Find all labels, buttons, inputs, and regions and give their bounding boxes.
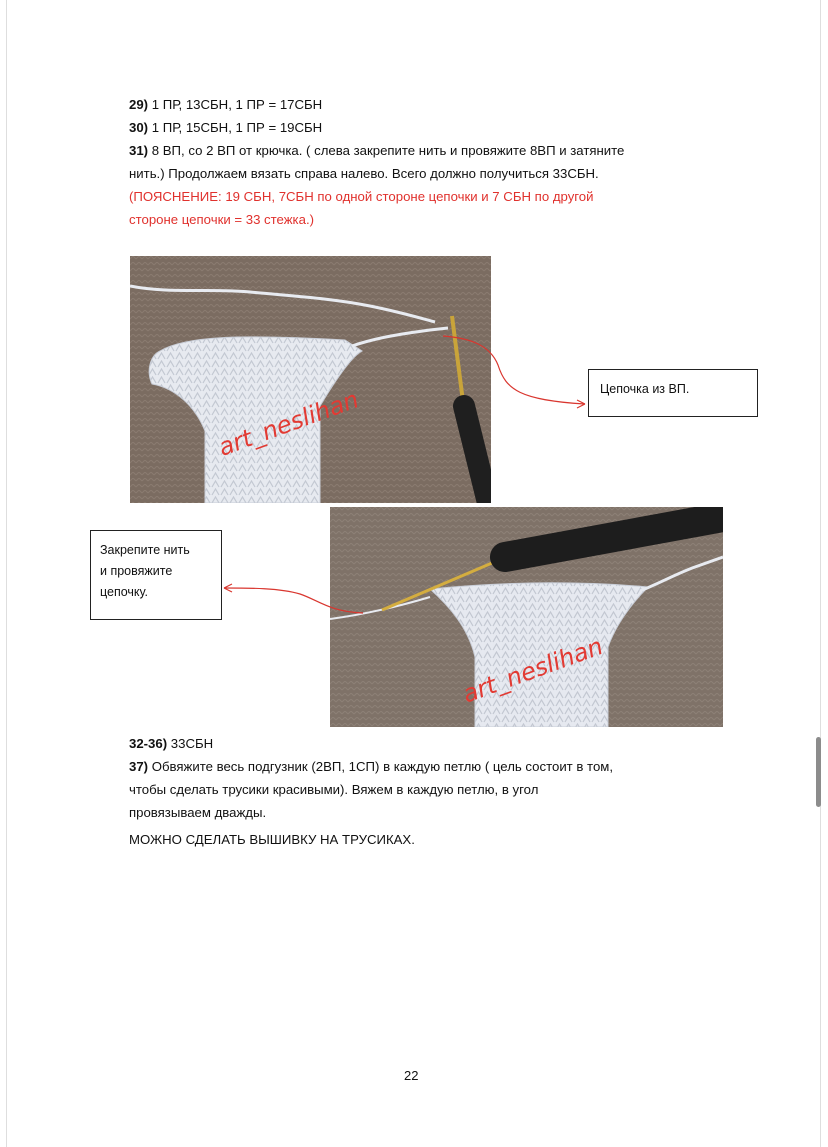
watermark-1: art_neslihan xyxy=(214,385,363,462)
step-30-number: 30) xyxy=(129,120,149,135)
step-31-note-line2: стороне цепочки = 33 стежка.) xyxy=(129,212,315,227)
step-32-number: 32-36) xyxy=(129,736,168,751)
watermark-2: art_neslihan xyxy=(458,631,607,709)
step-31-note-line1: (ПОЯСНЕНИЕ: 19 СБН, 7СБН по одной стороне цепочки и 7 СБН по другой xyxy=(129,189,594,204)
step-31-number: 31) xyxy=(129,143,149,158)
step-37 xyxy=(129,756,613,778)
step-37-number: 37) xyxy=(129,759,149,774)
step-37-text: Обвяжите весь подгузник (2ВП, 1СП) в каждую петлю ( цель состоит в том, xyxy=(148,759,614,774)
callout-chain-text: Цепочка из ВП. xyxy=(600,382,690,396)
step-31-text: 8 ВП, со 2 ВП от крючка. ( слева закрепите нить и провяжите 8ВП и затяните xyxy=(148,143,625,158)
step-31-line2: нить.) Продолжаем вязать справа налево. Всего должно получиться 33СБН. xyxy=(129,166,599,181)
callout-chain xyxy=(588,369,758,417)
step-32-text: 33СБН xyxy=(167,736,214,751)
step-30-text: 1 ПР, 15СБН, 1 ПР = 19СБН xyxy=(148,120,323,135)
final-note: МОЖНО СДЕЛАТЬ ВЫШИВКУ НА ТРУСИКАХ. xyxy=(129,832,415,847)
callout-secure-thread xyxy=(90,530,222,620)
step-32-36 xyxy=(129,733,213,755)
step-29-text: 1 ПР, 13СБН, 1 ПР = 17СБН xyxy=(148,97,323,112)
step-37-line2: чтобы сделать трусики красивыми). Вяжем в каждую петлю, в угол xyxy=(129,782,539,797)
step-29-number: 29) xyxy=(129,97,149,112)
callout-secure-text: Закрепите нить и провяжите цепочку. xyxy=(100,543,190,599)
step-37-line3: провязываем дважды. xyxy=(129,805,267,820)
page-number: 22 xyxy=(404,1068,419,1083)
